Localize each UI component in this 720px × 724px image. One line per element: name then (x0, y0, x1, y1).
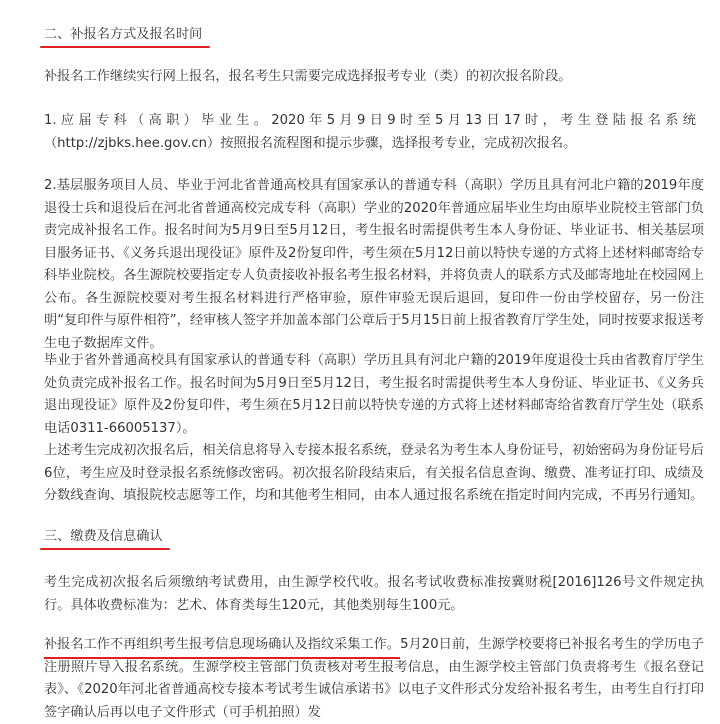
section-3-item-1: 考生完成初次报名后须缴纳考试费用，由生源学校代收。报名考试收费标准按冀财税[2016]126号文件规定执行。具体收费标准为：艺术、体育类每生120元，其他类别每生100元。 (44, 575, 704, 613)
section-2-heading-underline (40, 46, 210, 48)
section-3-highlighted-text: 补报名工作不再组织考生报考信息现场确认及指纹采集工作。 (44, 634, 400, 657)
section-3-heading-underline (40, 548, 170, 550)
section-2-item-4: 上述考生完成初次报名后，相关信息将导入专接本报名系统，登录名为考生本人身份证号，初始密码为身份证号后6位，考生应及时登录报名系统修改密码。初次报名阶段结束后，有关报名信息查询、缴费、准考证打印、成绩及分数线查询、填报院校志愿等工作，均和其他考生相同，由本人通过报名系统在指定时间内完成，不再另行通知。 (44, 443, 704, 503)
section-2-item-2: 2.基层服务项目人员、毕业于河北省普通高校具有国家承认的普通专科（高职）学历且具有河北户籍的2019年度退役士兵和退役后在河北省普通高校完成专科（高职）学业的2020年普通应届毕业生均由原毕业院校主管部门负责完成补报名工作。报名时间为5月9日至5月12日，考生报名时需提供考生本人身份证、毕业证书、相关基层项目服务证书、《义务兵退出现役证》原件及2份复印件，考生须在5月12日前以特快专递的方式将上述材料邮寄给专科毕业院校。各生源院校要指定专人负责接收补报名考生报名材料，并将负责人的联系方式及邮寄地址在校园网上公布。各生源院校要对考生报名材料进行严格审验，原件审验无误后退回，复印件一份由学校留存，另一份注明“复印件与原件相符”，经审核人签字并加盖本部门公章后于5月15日前上报省教育厅学生处，同时按要求报送考生电子数据库文件。 (44, 178, 704, 351)
section-3-item-2 (44, 634, 704, 724)
section-3-heading: 三、缴费及信息确认 (44, 529, 163, 544)
section-2-item-1: 1.应届专科（高职）毕业生。2020年5月9日9时至5月13日17时，考生登陆报名系统（http://zjbks.hee.gov.cn）按照报名流程图和提示步骤，选择报考专业，完成初次报名。 (44, 113, 696, 151)
section-2-item-3: 毕业于省外普通高校具有国家承认的普通专科（高职）学历且具有河北户籍的2019年度退役士兵由省教育厅学生处负责完成补报名工作。报名时间为5月9日至5月12日，考生报名时需提供考生本人身份证、毕业证书、《义务兵退出现役证》原件及2份复印件，考生须在5月12日前以特快专递的方式将上述材料邮寄给省教育厅学生处（联系电话0311-66005137）。 (44, 353, 704, 436)
section-3-item-2-text: 5月20日前，生源学校要将已补报名考生的学历电子注册照片导入报名系统。生源学校主管部门负责核对考生报考信息，由生源学校主管部门负责将考生《报名登记表》、《2020年河北省普通高校专接本考试考生诚信承诺书》以电子文件形式分发给补报名考生，由考生自行打印签字确认后再以电子文件形式（可手机拍照）发 (44, 637, 704, 720)
section-2-intro: 补报名工作继续实行网上报名，报名考生只需要完成选择报考专业（类）的初次报名阶段。 (44, 69, 572, 84)
section-2-heading: 二、补报名方式及报名时间 (44, 27, 203, 42)
